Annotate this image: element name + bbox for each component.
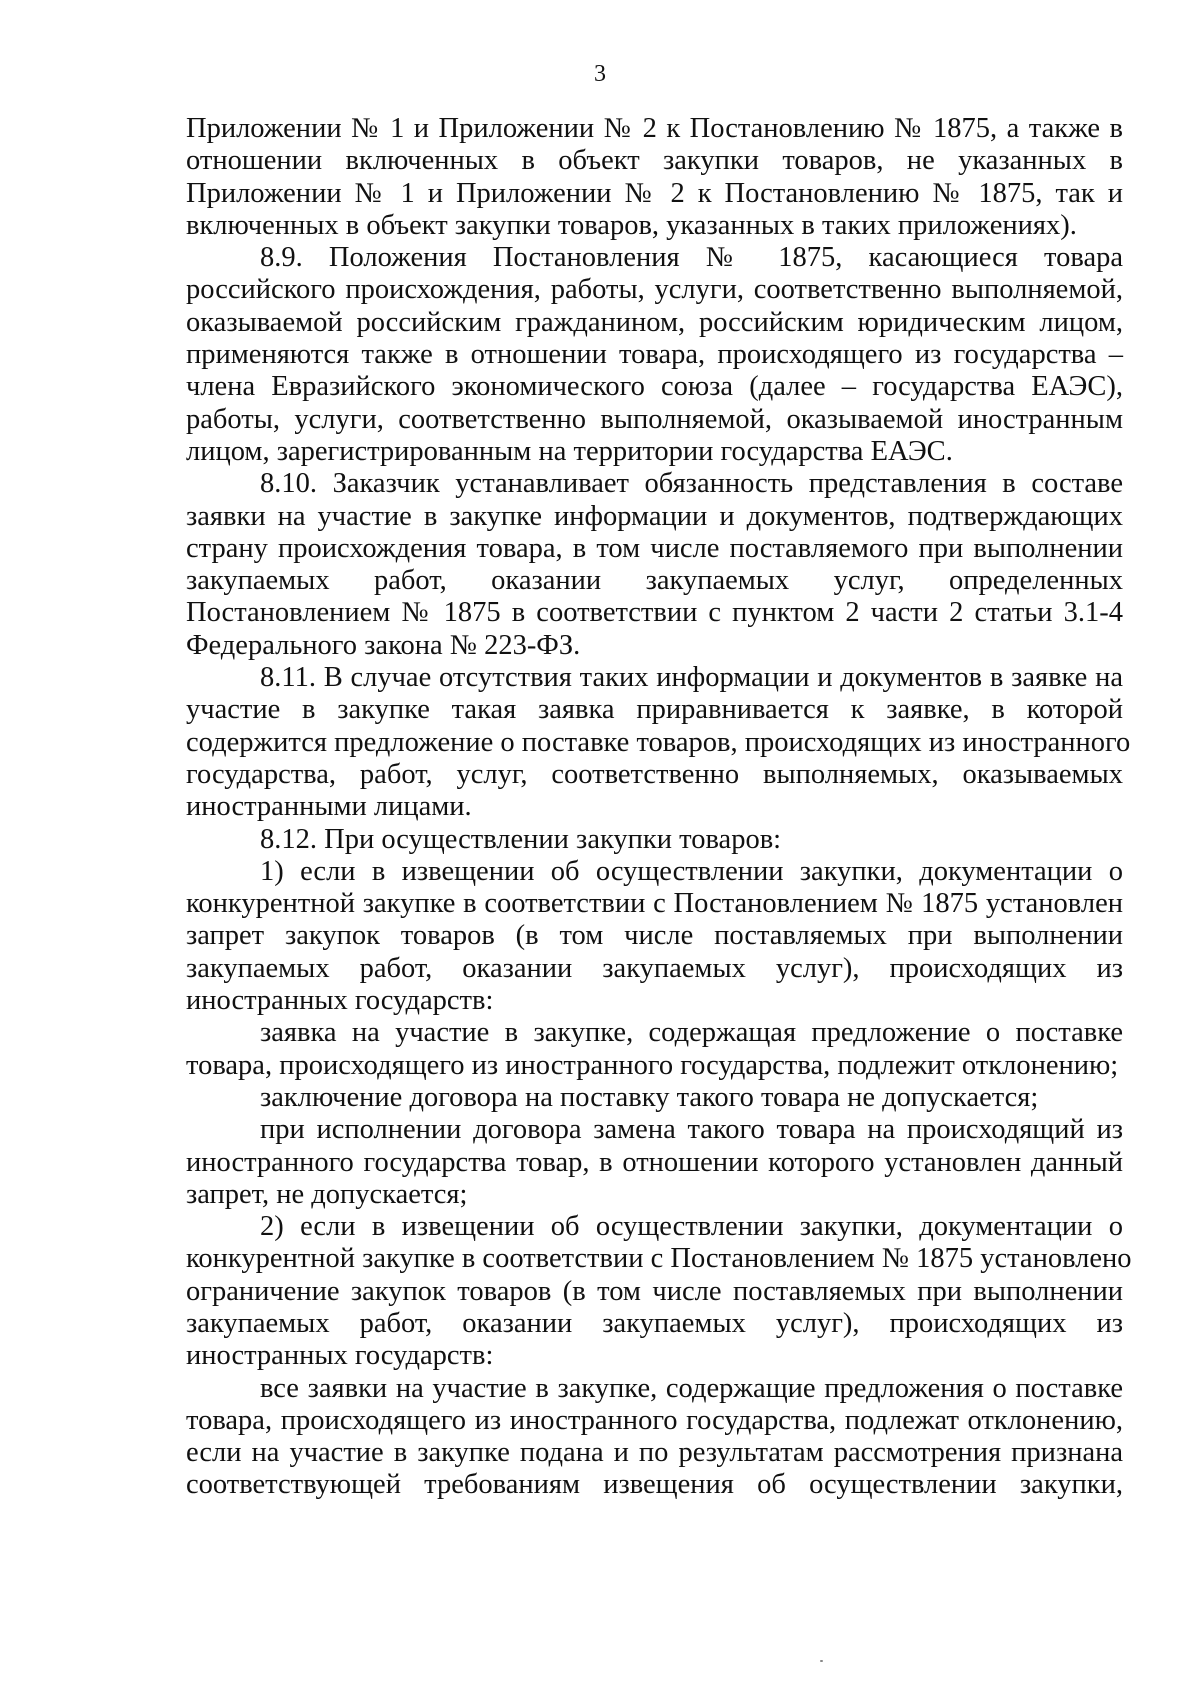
text-line: лицом, зарегистрированным на территории государства ЕАЭС. [186,435,953,467]
text-line: закупаемых работ, оказании закупаемых услуг), происходящих из [186,1307,1123,1339]
text-line: запрет закупок товаров (в том числе поставляемых при выполнении [186,920,1123,952]
text-line: государства, работ, услуг, соответственно выполняемых, оказываемых [186,758,1123,790]
text-line: 2) если в извещении об осуществлении закупки, документации о [260,1211,1123,1243]
text-line: Федерального закона № 223-ФЗ. [186,629,581,661]
text-line: конкурентной закупке в соответствии с Постановлением № 1875 установлено [186,1243,1132,1275]
text-line: 1) если в извещении об осуществлении закупки, документации о [260,855,1123,887]
text-line: Постановлением № 1875 в соответствии с пунктом 2 части 2 статьи 3.1-4 [186,597,1123,629]
text-line: иностранными лицами. [186,791,472,823]
text-line: российского происхождения, работы, услуги, соответственно выполняемой, [186,274,1123,306]
text-line: ограничение закупок товаров (в том числе поставляемых при выполнении [186,1275,1123,1307]
text-line: оказываемой российским гражданином, российским юридическим лицом, [186,306,1123,338]
text-line: заключение договора на поставку такого товара не допускается; [260,1081,1039,1113]
text-line: содержится предложение о поставке товаров, происходящих из иностранного [186,726,1131,758]
text-line: конкурентной закупке в соответствии с Постановлением № 1875 установлен [186,888,1123,920]
text-line: заявки на участие в закупке информации и документов, подтверждающих [186,500,1123,532]
text-line: 8.12. При осуществлении закупки товаров: [260,823,782,855]
text-line: включенных в объект закупки товаров, указанных в таких приложениях). [186,209,1077,241]
text-line: применяются также в отношении товара, происходящего из государства – [186,339,1123,371]
text-line: работы, услуги, соответственно выполняемой, оказываемой иностранным [186,403,1123,435]
text-line: при исполнении договора замена такого товара на происходящий из [260,1114,1123,1146]
text-line: участие в закупке такая заявка приравнивается к заявке, в которой [186,694,1123,726]
text-line: Приложении № 1 и Приложении № 2 к Постановлению № 1875, так и [186,177,1123,209]
document-body-text [186,113,1132,1502]
text-line: закупаемых работ, оказании закупаемых услуг), происходящих из [186,952,1123,984]
text-line: соответствующей требованиям извещения об осуществлении закупки, [186,1469,1123,1501]
text-line: иностранных государств: [186,1340,494,1372]
text-line: 8.11. В случае отсутствия таких информации и документов в заявке на [260,662,1123,694]
text-line: 8.9. Положения Постановления № 1875, касающиеся товара [260,242,1123,274]
text-line: страну происхождения товара, в том числе поставляемого при выполнении [186,532,1123,564]
text-line: все заявки на участие в закупке, содержащие предложения о поставке [260,1372,1123,1404]
scan-artifact-dot [820,1660,823,1662]
text-line: члена Евразийского экономического союза (далее – государства ЕАЭС), [186,371,1123,403]
text-line: Приложении № 1 и Приложении № 2 к Постановлению № 1875, а также в [186,113,1123,144]
text-line: товара, происходящего из иностранного государства, подлежит отклонению; [186,1049,1119,1081]
text-line: иностранного государства товар, в отношении которого установлен данный [186,1146,1123,1178]
text-line: запрет, не допускается; [186,1178,468,1210]
text-line: 8.10. Заказчик устанавливает обязанность представления в составе [260,468,1123,500]
text-line: отношении включенных в объект закупки товаров, не указанных в [186,145,1123,177]
text-line: иностранных государств: [186,985,494,1017]
text-line: закупаемых работ, оказании закупаемых услуг, определенных [186,565,1123,597]
text-line: если на участие в закупке подана и по результатам рассмотрения признана [186,1437,1123,1469]
text-line: товара, происходящего из иностранного государства, подлежат отклонению, [186,1404,1123,1436]
page-number: 3 [594,61,606,87]
text-line: заявка на участие в закупке, содержащая предложение о поставке [260,1017,1123,1049]
